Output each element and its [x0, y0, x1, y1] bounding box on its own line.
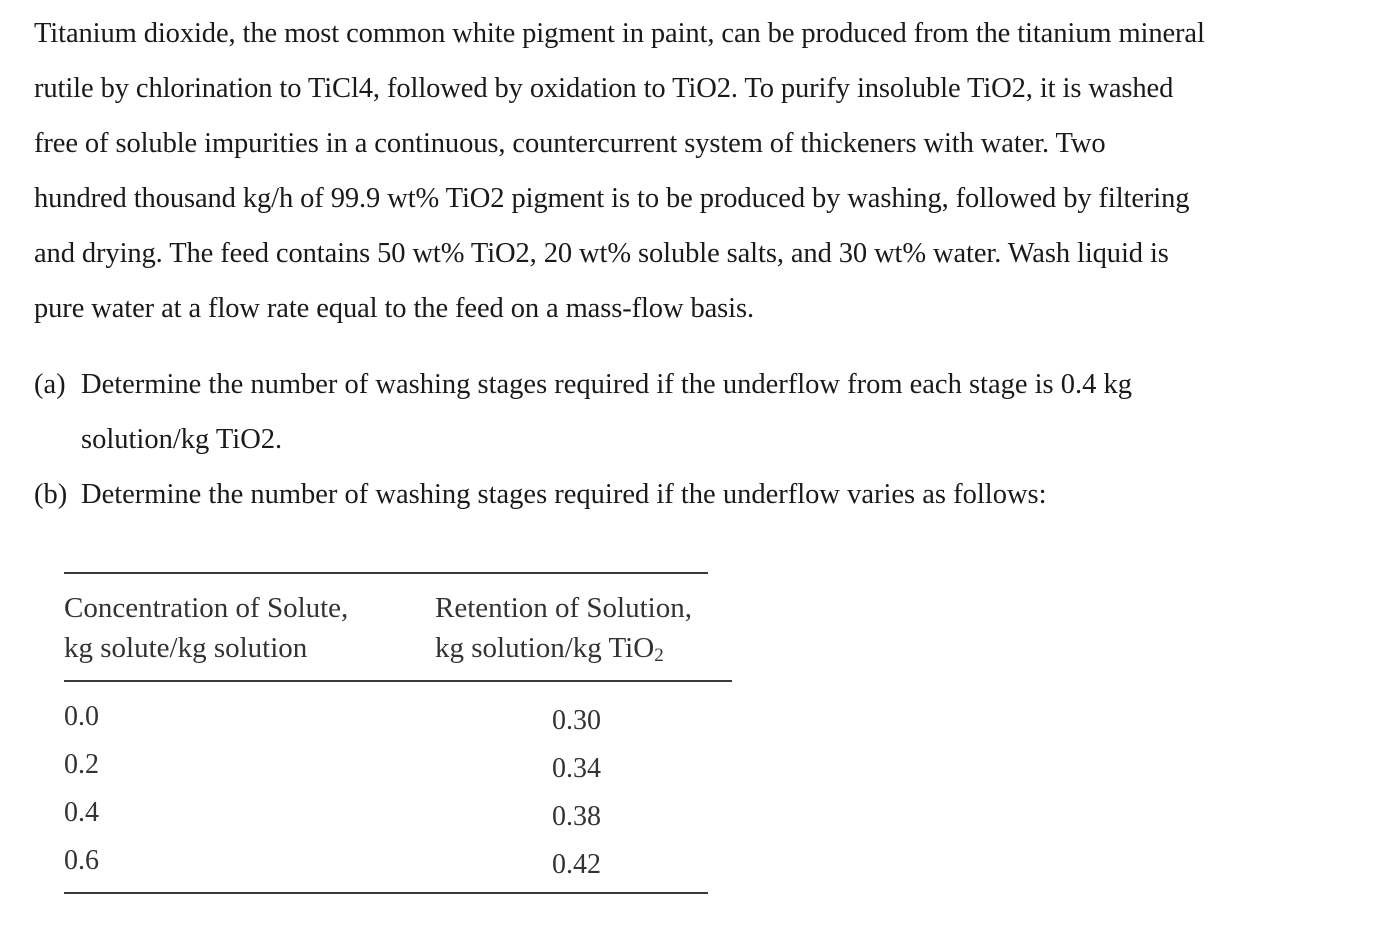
intro-line: Titanium dioxide, the most common white pigment in paint, can be produced from the titanium mineral: [34, 18, 1205, 49]
question-b-marker: (b): [34, 479, 68, 510]
table-header-retention: [435, 588, 692, 668]
table-header-concentration: [64, 588, 348, 668]
table-cell-concentration: 0.2: [64, 749, 99, 780]
table-top-rule: [64, 572, 708, 574]
table-bottom-rule: [64, 892, 708, 894]
table-cell-retention: 0.34: [552, 753, 601, 784]
question-a-text: Determine the number of washing stages required if the underflow from each stage is 0.4 kg: [81, 369, 1133, 400]
intro-line: pure water at a flow rate equal to the feed on a mass-flow basis.: [34, 293, 754, 324]
problem-statement: [34, 6, 1374, 336]
header-unit: kg solution/kg TiO: [435, 632, 655, 664]
intro-line: free of soluble impurities in a continuous, countercurrent system of thickeners with water. Two: [34, 128, 1106, 159]
question-b: [34, 467, 1047, 522]
intro-line: and drying. The feed contains 50 wt% TiO2, 20 wt% soluble salts, and 30 wt% water. Wash liquid is: [34, 238, 1169, 269]
header-line: Concentration of Solute,: [64, 592, 349, 624]
question-a-marker: (a): [34, 369, 66, 400]
header-line: Retention of Solution,: [435, 592, 692, 624]
table-header-rule: [64, 680, 732, 682]
table-cell-concentration: 0.6: [64, 845, 99, 876]
table-cell-concentration: 0.4: [64, 797, 99, 828]
header-subscript: 2: [654, 645, 664, 666]
intro-line: hundred thousand kg/h of 99.9 wt% TiO2 pigment is to be produced by washing, followed by filtering: [34, 183, 1190, 214]
question-a: [34, 357, 1132, 412]
question-a-continuation: solution/kg TiO2.: [81, 424, 283, 455]
table-cell-retention: 0.38: [552, 801, 601, 832]
table-cell-retention: 0.42: [552, 849, 601, 880]
header-line: kg solute/kg solution: [64, 632, 308, 664]
intro-line: rutile by chlorination to TiCl4, followed by oxidation to TiO2. To purify insoluble TiO2, it is washed: [34, 73, 1174, 104]
table-cell-retention: 0.30: [552, 705, 601, 736]
header-line: [435, 628, 692, 668]
question-b-text: Determine the number of washing stages required if the underflow varies as follows:: [81, 479, 1047, 510]
table-cell-concentration: 0.0: [64, 701, 99, 732]
